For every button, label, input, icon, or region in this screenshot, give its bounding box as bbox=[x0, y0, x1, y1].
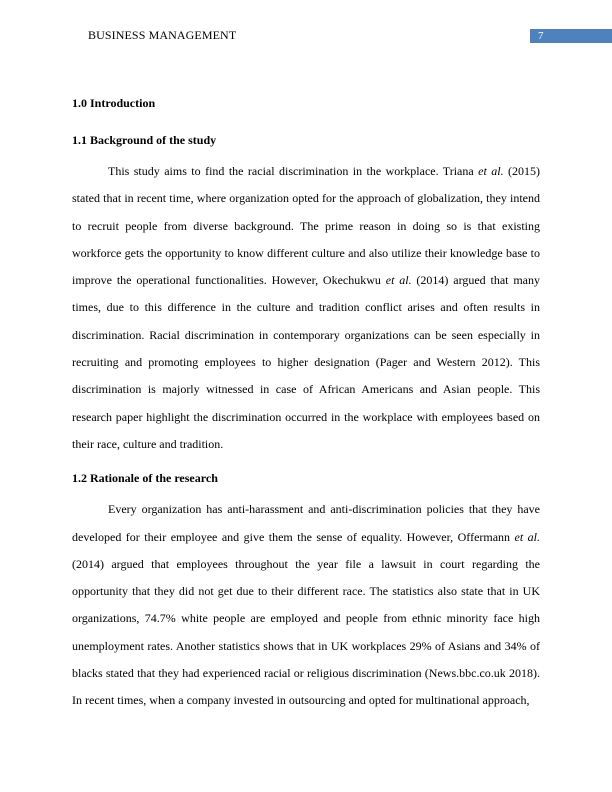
paragraph-text: This study aims to find the racial discrimination in the workplace. Triana bbox=[108, 164, 479, 178]
paragraph-text: (2014) argued that many times, due to this difference in the culture and tradition conflict arises and often results in discrimination. Racial discrimination in contemporary organizations can be seen especially in recruiting and promoting employees to higher designation (Pager and Western 2012). This discrimination is majorly witnessed in case of African Americans and Asian people. This research paper highlight the discrimination occurred in the workplace with employees based on their race, culture and tradition. bbox=[72, 273, 541, 451]
paragraph-rationale bbox=[72, 496, 540, 714]
citation-etal: et al. bbox=[478, 164, 504, 178]
paragraph-background bbox=[72, 158, 540, 458]
citation-etal: et al. bbox=[514, 529, 540, 544]
running-header-title: BUSINESS MANAGEMENT bbox=[88, 28, 237, 42]
paragraph-text: Every organization has anti-harassment and anti-discrimination policies that they have developed for their employee and give them the sense of equality. However, Offermann bbox=[72, 502, 540, 544]
document-body bbox=[72, 94, 540, 715]
paragraph-text: (2014) argued that employees throughout the year file a lawsuit in court regarding the opportunity that they did not get due to their different race. The statistics also state that in UK organizations, 74.7% white people are employed and people from ethnic minority face high unemployment rates. Another statistics shows that in UK workplaces 29% of Asians and 34% of blacks stated that they had experienced racial or religious discrimination (News.bbc.co.uk 2018). In recent times, when a company invested in outsourcing and opted for multinational approach, bbox=[72, 556, 540, 708]
citation-etal: et al. bbox=[385, 273, 412, 288]
page-number: 7 bbox=[530, 29, 612, 43]
paragraph-text: (2015) stated that in recent time, where organization opted for the approach of globalization, they intend to recruit people from diverse background. The prime reason in doing so is that existing workforce gets the opportunity to know different culture and also utilize their knowledge base to improve the operational functionalities. However, Okechukwu bbox=[72, 164, 541, 288]
section-heading-background: 1.1 Background of the study bbox=[72, 133, 217, 147]
section-heading-rationale: 1.2 Rationale of the research bbox=[72, 471, 218, 486]
section-heading-introduction: 1.0 Introduction bbox=[72, 96, 156, 110]
